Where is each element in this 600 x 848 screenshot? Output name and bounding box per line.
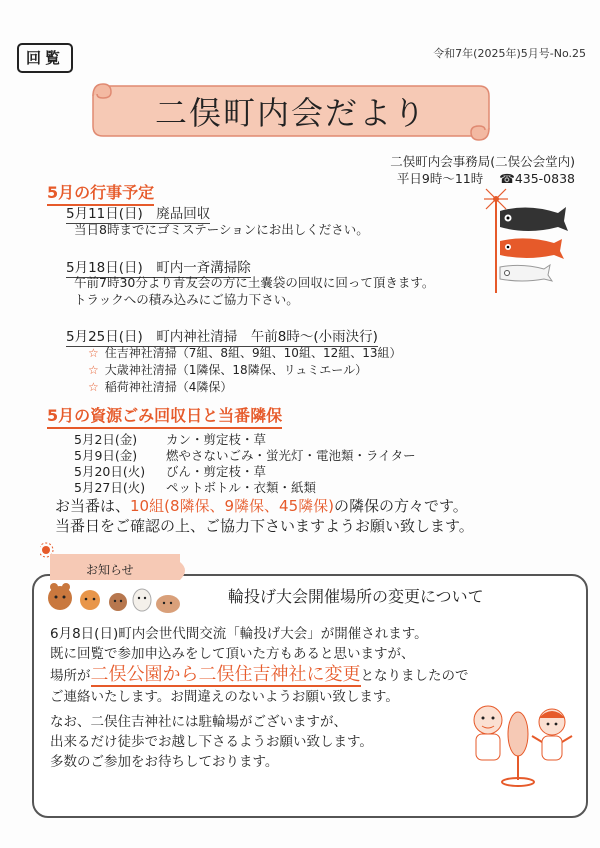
carp-streamer-illustration: [478, 185, 570, 295]
office-name: 二俣町内会事務局(二俣公会堂内): [390, 154, 575, 169]
venue-change: 二俣公園から二俣住吉神社に変更: [90, 664, 361, 685]
event-heading: 5月11日(日) 廃品回収: [66, 202, 210, 224]
ring-toss-illustration: [452, 690, 580, 790]
notice-tag-illustration: [40, 540, 200, 620]
event-detail: 午前7時30分より青友会の方に土嚢袋の回収に回って頂きます。: [74, 275, 435, 290]
star-icon: ☆: [88, 380, 99, 394]
recycling-section-title: 5月の資源ごみ回収日と当番隣保: [47, 403, 282, 429]
duty-line-2: 当番日をご確認の上、ご協力下さいますようお願い致します。: [55, 517, 474, 535]
shrine-item: ☆ 大歳神社清掃（1隣保、18隣保、リュミエール）: [88, 363, 368, 377]
shrine-item: ☆ 住吉神社清掃（7組、8組、9組、10組、12組、13組）: [88, 346, 402, 360]
notice-line: なお、二俣住吉神社には駐輪場がございますが、: [50, 714, 347, 730]
event-detail: トラックへの積み込みにご協力下さい。: [74, 292, 299, 307]
events-section-title: 5月の行事予定: [47, 180, 154, 206]
shrine-item: ☆ 稲荷神社清掃（4隣保）: [88, 380, 233, 394]
recycling-row: 5月27日(火) ペットボトル・衣類・紙類: [74, 480, 317, 495]
event-detail: 当日8時までにゴミステーションにお出しください。: [74, 222, 369, 237]
kairan-label: 回覧: [17, 43, 73, 73]
star-icon: ☆: [88, 346, 99, 360]
office-info: [390, 153, 575, 187]
duty-groups: 10組(8隣保、9隣保、45隣保): [130, 497, 334, 515]
notice-line: 出来るだけ徒歩でお越し下さるようお願い致します。: [50, 734, 373, 750]
notice-line: 6月8日(日)町内会世代間交流「輪投げ大会」が開催されます。: [50, 626, 428, 642]
page-title: 二俣町内会だより: [154, 94, 427, 132]
notice-line: 既に回覧で参加申込みをして頂いた方もあると思いますが、: [50, 646, 415, 662]
phone-icon: ☎: [499, 171, 515, 186]
recycling-row: 5月9日(金) 燃やさないごみ・蛍光灯・電池類・ライター: [74, 448, 416, 463]
duty-line: お当番は、10組(8隣保、9隣保、45隣保)の隣保の方々です。: [55, 497, 468, 515]
event-heading: 5月18日(日) 町内一斉溝掃除: [66, 256, 251, 278]
notice-line: 多数のご参加をお待ちしております。: [50, 754, 279, 770]
recycling-row: 5月2日(金) カン・剪定枝・草: [74, 432, 267, 447]
notice-line: ご連絡いたします。お間違えのないようお願い致します。: [50, 689, 399, 705]
phone-number: 435-0838: [514, 171, 575, 186]
notice-line-highlight: 場所が二俣公園から二俣住吉神社に変更となりましたので: [50, 664, 469, 685]
recycling-row: 5月20日(火) びん・剪定枝・草: [74, 464, 267, 479]
notice-tag: お知らせ: [86, 563, 134, 577]
star-icon: ☆: [88, 363, 99, 377]
office-hours: 平日9時～11時: [396, 171, 484, 186]
notice-title: 輪投げ大会開催場所の変更について: [228, 587, 484, 606]
event-heading: 5月25日(日) 町内神社清掃 午前8時～(小雨決行): [66, 325, 378, 347]
issue-number: 令和7年(2025年)5月号-No.25: [433, 47, 586, 60]
